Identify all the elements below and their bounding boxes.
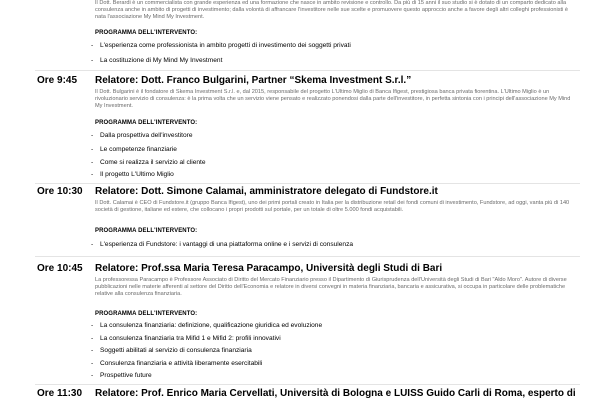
list-item xyxy=(91,322,322,329)
list-item-text: Soggetti abilitati al servizio di consulenza finanziaria xyxy=(100,347,252,354)
bullet-dash: - xyxy=(91,159,94,166)
bullet-dash: - xyxy=(91,57,94,64)
session-time: Ore 9:45 xyxy=(37,75,78,86)
divider xyxy=(35,183,580,184)
bullet-dash: - xyxy=(91,146,94,153)
list-item xyxy=(91,42,351,49)
session-speaker: Relatore: Prof.ssa Maria Teresa Paracampo, Università degli Studi di Bari xyxy=(95,263,443,274)
list-item-text: L'esperienza come professionista in ambito progetti di investimento dei soggetti privati xyxy=(100,42,351,49)
session-time: Ore 11:30 xyxy=(37,388,83,399)
list-item xyxy=(91,132,193,139)
bullet-dash: - xyxy=(91,42,94,49)
session-time: Ore 10:30 xyxy=(37,186,83,197)
list-item-text: Come si realizza il servizio al cliente xyxy=(100,159,206,166)
bullet-dash: - xyxy=(91,360,94,367)
session-speaker: Relatore: Dott. Simone Calamai, amministratore delegato di Fundstore.it xyxy=(95,186,438,197)
list-item-text: Le competenze finanziarie xyxy=(100,146,177,153)
session-bio: Il Dott. Bulgarini è il fondatore di Skema Investment S.r.l. e, dal 2015, responsabile del progetto L'Ultimo Miglio di Banca Ifigest, prestigiosa banca privata fiorentina. L'Ultimo Miglio è un rivoluzionario servizio di consulenza: è la prima volta che un servizio viene pensato e realizzato ponendosi dalla parte dell'investitore, in perfetta sintonia con i principi dell'associazione My Mind My Investment. xyxy=(95,89,571,109)
list-item-text: La consulenza finanziaria: definizione, qualificazione giuridica ed evoluzione xyxy=(100,322,323,329)
list-item-text: La costituzione di My Mind My Investment xyxy=(100,57,223,64)
session-bio: Il Dott. Calamai è CEO di Fundstore.it (gruppo Banca Ifigest), uno dei primi portali creato in Italia per la distribuzione retail dei fondi comuni di investimento, Fundstore, ad oggi, vanta più di 140 società di gestione, italiane ed estere, che collocano i propri prodotti sul portale, per un totale di oltre 5.000 fondi acquistabili. xyxy=(95,200,570,213)
intro-bio: Il Dott. Berardi è un commercialista con grande esperienza ed una formazione che nasce in ambito revisione e controllo. Da più di 15 anni il suo studio si è dotato di un comparto dedicato alla consulenza anche in ambito di progetti di investimento; dalla volontà di affrancare l'investitore nelle sue scelte e promuovere questo approccio anche a favore degli altri colleghi professionisti è nata l'associazione My Mind My Investment. xyxy=(95,0,568,20)
list-item xyxy=(91,372,152,379)
list-item-text: L'esperienza di Fundstore: i vantaggi di una piattaforma online e i servizi di consulenza xyxy=(100,241,354,248)
intro-program-title: PROGRAMMA DELL'INTERVENTO: xyxy=(95,30,198,36)
session-speaker: Relatore: Dott. Franco Bulgarini, Partner “Skema Investment S.r.l.” xyxy=(95,75,412,86)
list-item xyxy=(91,171,174,178)
bullet-dash: - xyxy=(91,347,94,354)
program-title: PROGRAMMA DELL'INTERVENTO: xyxy=(95,311,198,317)
divider xyxy=(35,256,580,257)
list-item-text: Dalla prospettiva dell'investitore xyxy=(100,132,193,139)
bullet-dash: - xyxy=(91,372,94,379)
list-item xyxy=(91,335,281,342)
list-item-text: La consulenza finanziaria tra Mifid 1 e Mifid 2: profili innovativi xyxy=(100,335,281,342)
session-speaker: Relatore: Prof. Enrico Maria Cervellati, Università di Bologna e LUISS Guido Carli di Roma, esperto di xyxy=(95,388,576,399)
program-title: PROGRAMMA DELL'INTERVENTO: xyxy=(95,228,198,234)
session-time: Ore 10:45 xyxy=(37,263,83,274)
divider xyxy=(35,70,580,71)
list-item-text: Il progetto L'Ultimo Miglio xyxy=(100,171,174,178)
bullet-dash: - xyxy=(91,132,94,139)
list-item-text: Prospettive future xyxy=(100,372,152,379)
bullet-dash: - xyxy=(91,171,94,178)
bullet-dash: - xyxy=(91,322,94,329)
list-item xyxy=(91,57,222,64)
list-item xyxy=(91,360,262,367)
divider xyxy=(35,384,580,385)
program-title: PROGRAMMA DELL'INTERVENTO: xyxy=(95,120,198,126)
list-item xyxy=(91,146,177,153)
list-item xyxy=(91,159,206,166)
bullet-dash: - xyxy=(91,335,94,342)
list-item xyxy=(91,241,353,248)
list-item-text: Consulenza finanziaria e attività liberamente esercitabili xyxy=(100,360,263,367)
session-bio: La professoressa Paracampo è Professore Associato di Diritto del Mercato Finanziario presso il Dipartimento di Giurisprudenza dell'Università degli Studi di Bari "Aldo Moro". Autore di diverse pubblicazioni nelle materie afferenti al settore del Diritto dell'Economia e relatore in diversi convegni in materia finanziaria, bancaria e assicurativa, si occupa in particolare delle problematiche relative alla consulenza finanziaria. xyxy=(95,277,567,297)
bullet-dash: - xyxy=(91,241,94,248)
list-item xyxy=(91,347,252,354)
